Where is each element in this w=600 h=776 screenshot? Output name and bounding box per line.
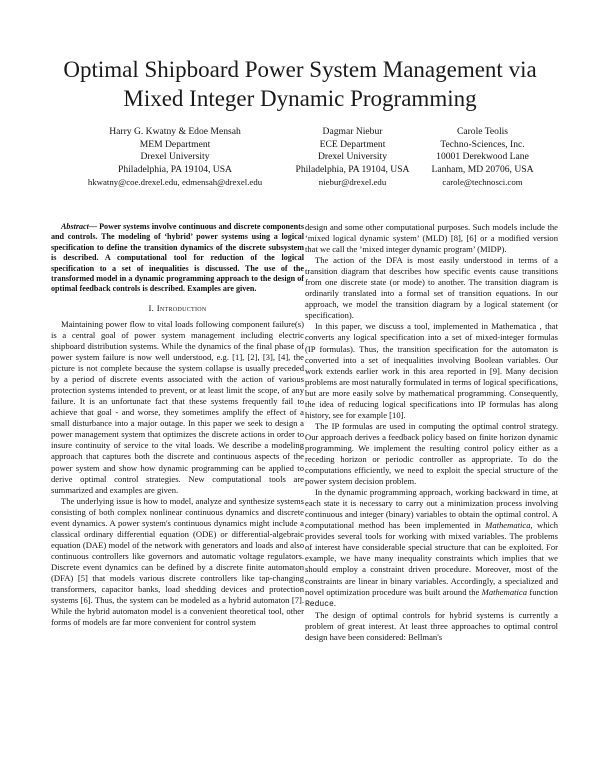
- author-city: Philadelphia, PA 19104, USA: [118, 163, 232, 175]
- author-name: Dagmar Niebur: [322, 126, 383, 137]
- author-name: Carole Teolis: [456, 126, 509, 137]
- author-email: niebur@drexel.edu: [318, 177, 387, 188]
- author-1: [70, 126, 280, 189]
- author-dept: ECE Department: [319, 138, 386, 150]
- text-run: function: [527, 586, 558, 597]
- abstract-text: — Power systems involve continuous and discrete components and controls. The modeling of ‘hybrid’ power systems using a logical specification to define the transition dynamics of the discrete subsystem is described. A computational tool for reduction of the logical specification to a set of inequalities is discussed. The use of the transformed model in a dynamic programming approach to the design of optimal feedback controls is described. Examples are given.: [51, 222, 304, 294]
- body-paragraph-4: The IP formulas are used in computing the optimal control strategy. Our approach derives a feedback policy based on finite horizon dynamic programming. We implement the resulting control policy either as a receding horizon or periodic controller as appropriate. To do the computations efficiently, we need to exploit the special structure of the power system decision problem.: [305, 420, 558, 487]
- body-paragraph-3: In this paper, we discuss a tool, implemented in Mathematica , that converts any logical specification into a set of mixed-integer formulas (IP formulas). Thus, the transition specification for the automaton is converted into a set of inequalities involving Boolean variables. Our work extends earlier work in this area reported in [9]. Many decision problems are most naturally formulated in terms of logical specifications, but are more easily solve by mathematical programming. Consequently, the idea of reducing logical specifications into IP formulas has along history, see for example [10].: [305, 321, 558, 420]
- author-dept: MEM Department: [139, 138, 211, 150]
- author-name: Harry G. Kwatny & Edoe Mensah: [109, 126, 241, 137]
- author-org: Drexel University: [317, 151, 387, 163]
- body-paragraph-2: The action of the DFA is most easily understood in terms of a transition diagram that describes how specific events cause transitions from one discrete state (or mode) to another. The transition diagram is ordinarily translated into a formal set of transition equations. In our approach, we model the transition diagram by a logical statement (or specification).: [305, 255, 558, 321]
- right-column: [305, 222, 558, 643]
- body-paragraph-6: The design of optimal controls for hybrid systems is currently a problem of great interest. At least three approaches to optimal control design have been considered: Bellman's: [305, 609, 558, 642]
- author-email: carole@technosci.com: [442, 177, 523, 188]
- author-2: [285, 126, 420, 189]
- abstract-label: Abstract: [61, 222, 89, 231]
- author-email: hkwatny@coe.drexel.edu, edmensah@drexel.edu: [87, 177, 263, 188]
- text-run: .: [333, 597, 336, 608]
- section-number: I.: [148, 302, 155, 313]
- author-3: [415, 126, 550, 189]
- body-paragraph-5: [305, 487, 558, 610]
- abstract: [51, 222, 304, 295]
- intro-paragraph-2: The underlying issue is how to model, analyze and synthesize systems consisting of both complex nonlinear continuous dynamics and discrete event dynamics. A power system's continuous dynamics might include a classical ordinary differential equation (ODE) or differential-algebraic equation (DAE) model of the network with generators and loads and also continuous controllers like governors and automatic voltage regulators. Discrete event dynamics can be defined by a discrete finite automaton (DFA) [5] that models various discrete controllers like tap-changing transformers, capacitor banks, load shedding devices and protection systems [6]. Thus, the system can be modeled as a hybrid automaton [7]. While the hybrid automaton model is a convenient theoretical tool, other forms of models are far more convenient for control system: [51, 495, 304, 628]
- title-line-1: Optimal Shipboard Power System Management via: [63, 57, 537, 82]
- text-run: , which provides several tools for working with mixed variables. The problems of interest have considerable special structure that can be exploited. For example, we have many inequality constraints which implies that we should employ a constraint driven procedure. Moreover, most of the constraints are linear in binary variables. Accordingly, a specialized and novel optimization procedure was built around the: [305, 520, 558, 597]
- author-dept: Techno-Sciences, Inc.: [440, 138, 525, 150]
- italic-term: Mathematica: [485, 520, 531, 531]
- author-city: Philadelphia, PA 19104, USA: [295, 163, 410, 175]
- section-title: Introduction: [156, 302, 207, 313]
- left-column: [51, 222, 304, 628]
- body-paragraph-1: design and some other computational purposes. Such models include the ‘mixed logical dynamic system’ (MLD) [8], [6] or a modified version that we call the ’mixed integer dynamic program’ (MIDP).: [305, 222, 558, 255]
- author-org: 10001 Derekwood Lane: [436, 151, 529, 163]
- author-city: Lanham, MD 20706, USA: [431, 163, 534, 175]
- italic-term: Mathematica: [481, 586, 528, 597]
- text-run: In the dynamic programming approach, working backward in time, at each state it is necessary to carry out a minimization process involving continuous and integer (binary) variables to obtain the optimal control. A computational method has been implemented in: [305, 487, 558, 531]
- code-term: Reduce: [305, 599, 334, 609]
- paper-title: [30, 55, 570, 113]
- title-line-2: Mixed Integer Dynamic Programming: [123, 86, 477, 111]
- intro-paragraph-1: Maintaining power flow to vital loads following component failure(s) is a central goal of power system management including electric shipboard distribution systems. While the dynamics of the final phase of power system failure is now well understood, e.g. [1], [2], [3], [4], the picture is not complete because the system collapse is usually preceded by a period of discrete events associated with the action of various protection systems intended to prevent, or at least limit the scope, of any failure. It is an unfortunate fact that these systems frequently fail to achieve that goal - and worse, they sometimes amplify the effect of a small disturbance into a major outage. In this paper we seek to design a power management system that optimizes the discrete actions in order to insure continuity of service to the vital loads. We describe a modeling approach that captures both the discrete and continuous aspects of the power system and show how dynamic programming can be applied to derive optimal control strategies. New computational tools are summarized and examples are given.: [51, 318, 304, 495]
- section-heading: [51, 303, 304, 314]
- author-org: Drexel University: [140, 151, 210, 163]
